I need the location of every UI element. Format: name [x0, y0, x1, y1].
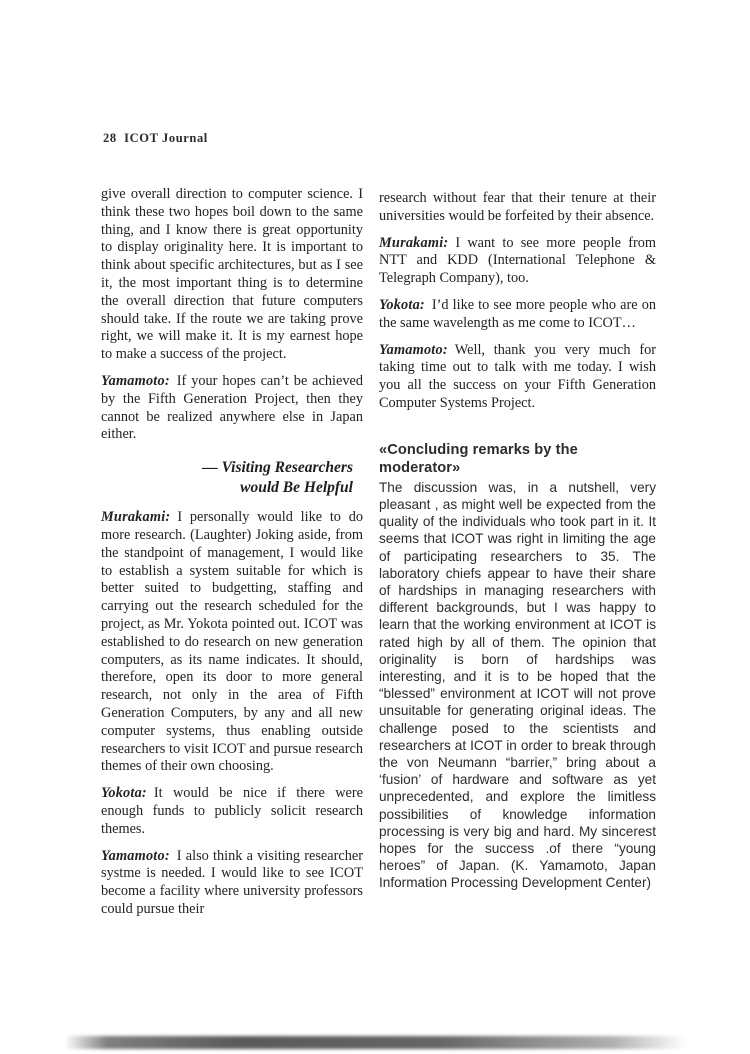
speaker-name: Murakami: [379, 234, 449, 251]
paragraph-text: research without fear that their tenure at their universities would be forfeited by their absence. [379, 190, 656, 224]
speaker-name: Murakami: [101, 509, 171, 526]
section-heading: «Concluding remarks by the moderator» [379, 441, 578, 476]
page-header: 28 ICOT Journal [103, 131, 208, 145]
heading-line: — Visiting Researchers [202, 459, 353, 477]
paragraph [101, 186, 363, 364]
subsection-heading [101, 458, 363, 497]
paragraph [101, 848, 363, 919]
right-column [379, 190, 656, 892]
paragraph-text: If your hopes can’t be achieved by the Fifth Generation Project, then they cannot be realized anywhere else in Japan either. [101, 372, 363, 443]
speaker-name: Yokota: [379, 296, 425, 313]
heading-line: would Be Helpful [240, 478, 353, 496]
speaker-name: Yokota: [101, 785, 147, 802]
paragraph [379, 235, 656, 288]
concluding-remarks-section [379, 441, 656, 892]
speaker-name: Yamamoto: [101, 847, 170, 864]
paragraph [379, 297, 656, 333]
section-body: The discussion was, in a nutshell, very pleasant , as might well be expected from the quality of the individuals who took part in it. It seems that ICOT was right in limiting the age of participating researchers to 35. The laboratory chiefs appear to have their share of hardships in managing researchers with different backgrounds, but I was happy to learn that the working environment at ICOT is rated high by all of them. The opinion that originality is born of hardships was interesting, and it is to be hoped that the “blessed” environment at ICOT will not prove unsuitable for generating original ideas. The challenge posed to the scientists and researchers at ICOT in order to break through the von Neumann “barrier,” bring about a ‘fusion’ of hardware and software as yet unprecedented, and explore the limitless possibilities of knowledge information processing is very big and hard. My sincerest hopes for the success .of there “young heroes” of Japan. (K. Yamamoto, Japan Information Processing Development Center) [379, 479, 656, 891]
paragraph [379, 342, 656, 413]
speaker-name: Yamamoto: [379, 341, 448, 358]
paragraph [101, 373, 363, 444]
paragraph-text: give overall direction to computer science. I think these two hopes boil down to the same thing, and I know there is great opportunity to display originality here. It is important to think about specific architectures, but as I see it, the most important thing is to determine the overall direction that future computers should take. If the route we are taking prove right, we will make it. It is my earnest hope to make a success of the project. [101, 186, 363, 363]
paragraph [379, 190, 656, 226]
paragraph-text: I also think a visiting researcher systme is needed. I would like to see ICOT become a facility where university professors could pursue their [101, 847, 363, 917]
paragraph [101, 785, 363, 838]
paragraph [101, 509, 363, 776]
paragraph-text: Well, thank you very much for taking time out to talk with me today. I wish you all the success on your Fifth Generation Computer Systems Project. [379, 341, 656, 411]
paragraph-text: I personally would like to do more research. (Laughter) Joking aside, from the standpoint of management, I would like to establish a system suitable for which is better suited to budgetting, staffing and carrying out the research scheduled for the project, as Mr. Yokota pointed out. ICOT was established to do research on new generation computers, as its name indicates. It should, therefore, open its door to more general research, not only in the area of Fifth Generation Computers, by any and all new computer systems, thus enabling outside researchers to visit ICOT and pursue research themes of their own choosing. [101, 509, 363, 775]
paragraph-text: I want to see more people from NTT and KDD (International Telephone & Telegraph Company), too. [379, 234, 656, 287]
speaker-name: Yamamoto: [101, 372, 170, 389]
paragraph-text: I’d like to see more people who are on the same wavelength as me come to ICOT… [379, 296, 656, 331]
scan-shadow-bar [64, 1036, 686, 1049]
paragraph-text: It would be nice if there were enough funds to publicly solicit research themes. [101, 785, 363, 837]
left-column [101, 186, 363, 919]
